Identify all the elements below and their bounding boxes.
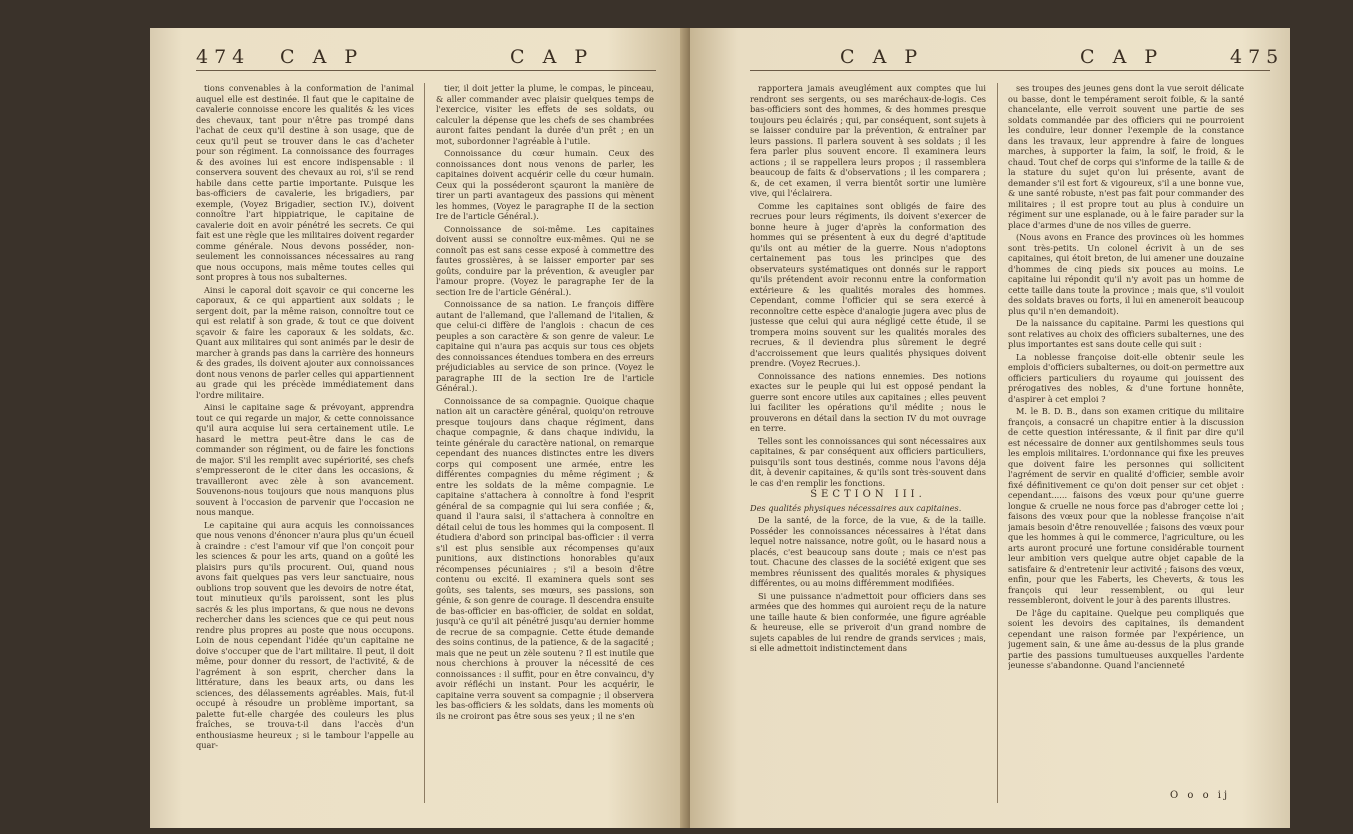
- paragraph: Si une puissance n'admettoit pour officiers dans ses armées que des hommes qui auroient reçu de la nature une taille haute & bien conformée, une figure agréable & heureuse, elle se priveroit d'un grand nombre de sujets capables de lui rendre de grands services ; mais, si elle admettoit indistinctement dans: [750, 590, 986, 653]
- page-number-right: 475: [1230, 46, 1285, 68]
- left-page: [150, 28, 688, 828]
- paragraph: De l'âge du capitaine. Quelque peu compliqués que soient les devoirs des capitaines, ils demandent cependant une raison formée par l'expérience, un jugement sain, & une âme au-dessus de la plus grande partie des passions tumultueuses auxquelles l'ardente jeunesse s'abandonne. Quand l'ancienneté: [1008, 607, 1244, 670]
- paragraph: (Nous avons en France des provinces où les hommes sont très-petits. Un colonel écrivit à un de ses capitaines, qui étoit breton, de lui amener une douzaine d'hommes de cinq pieds six pouces au moins. Le capitaine lui répondit qu'il n'y avoit pas un homme de cette taille dans toute la province ; mais que, s'il vouloit des soldats braves ou forts, il lui en ameneroit beaucoup plus qu'il n'en demandoit).: [1008, 232, 1244, 316]
- paragraph: Connoissance de sa compagnie. Quoique chaque nation ait un caractère général, quoiqu'on retrouve presque toujours dans chaque régiment, dans chaque compagnie, & dans chaque individu, la teinte générale du caractère national, on remarque cependant des nuances distinctes entre les divers corps qui composent une armée, entre les différentes compagnies du même régiment ; & entre les soldats de la même compagnie. Le capitaine s'attachera à connoître à fond l'esprit général de sa compagnie qui lui sera confiée ; &, quand il l'aura saisi, il s'attachera à connoître en détail celui de tous les hommes qui la composent. Il étudiera d'abord son principal bas-officier : il verra s'il est plus sensible aux récompenses qu'aux punitions, aux distinctions honorables qu'aux récompenses pécuniaires ; s'il a besoin d'être contenu ou excité. Il examinera quels sont ses goûts, ses talents, ses mœurs, ses passions, son génie, & son genre de courage. Il descendra ensuite de bas-officier en bas-officier, de soldat en soldat, jusqu'à ce qu'il ait pénétré jusqu'au dernier homme de recrue de sa compagnie. Cette étude demande des soins continus, de la patience, & de la sagacité ; mais que ne peut un zèle soutenu ? Il est inutile que nous cherchions à prouver la nécessité de ces connoissances : il suffit, pour en être convaincu, d'y avoir réfléchi un instant. Pour les acquérir, le capitaine verra souvent sa compagnie ; il observera les bas-officiers & les soldats, dans les moments où ils ne croiront pas être sous ses yeux ; il ne s'en: [436, 395, 654, 721]
- running-head-right-b: C A P: [1080, 46, 1164, 68]
- running-head-right-a: C A P: [840, 46, 924, 68]
- signature-mark: O o o ij: [1170, 790, 1231, 801]
- running-head-left-a: C A P: [280, 46, 364, 68]
- column-divider: [997, 83, 998, 803]
- paragraph: Le capitaine qui aura acquis les connoissances que nous venons d'énoncer n'aura plus qu'un écueil à craindre : c'est l'amour vif que l'on conçoit pour les sciences & pour les arts, quand on a goûté les plaisirs purs qu'ils procurent. Oui, quand nous avons fait quelques pas vers leur sanctuaire, nous oublions trop souvent que les devoirs de notre état, tout minutieux qu'ils paroissent, sont les plus sacrés & les plus importans, & que nous ne devons rechercher dans les sciences que ce qui peut nous rendre plus propres au poste que nous occupons. Loin de nous cependant l'idée qu'un capitaine ne doive s'occuper que de l'art militaire. Il peut, il doit même, pour donner du ressort, de l'activité, & de l'agrément à son esprit, chercher dans la littérature, dans les beaux arts, ou dans les sciences, des délassements agréables. Mais, fut-il occupé à résoudre un problème important, sa palette fut-elle chargée des couleurs les plus fraîches, se trouva-t-il dans l'accès d'un enthousiasme heureux ; si le tambour l'appelle au quar-: [196, 519, 414, 750]
- page-number-left: 474: [196, 46, 251, 68]
- running-head-left-b: C A P: [510, 46, 594, 68]
- header-rule: [196, 70, 656, 71]
- right-page: [690, 28, 1290, 828]
- paragraph: tier, il doit jetter la plume, le compas, le pinceau, & aller commander avec plaisir quelques temps de l'exercice, visiter les effets de ses soldats, ou calculer la dépense que les chefs de ses chambrées auront faites pendant la durée d'un prêt ; en un mot, subordonner l'agréable à l'utile.: [436, 83, 654, 146]
- left-page-column-2: [436, 83, 654, 803]
- paragraph: Ainsi le caporal doit sçavoir ce qui concerne les caporaux, & ce qui appartient aux soldats ; le sergent doit, par la même raison, connoître tout ce qui est relatif à son grade, & tout ce que doivent sçavoir & faire les caporaux & les soldats, &c. Quant aux militaires qui sont animés par le desir de marcher à grands pas dans la carrière des honneurs & des grades, ils doivent ajouter aux connoissances dont nous venons de parler celles qui appartiennent au grade qui les précède immédiatement dans l'ordre militaire.: [196, 284, 414, 400]
- section-title: SECTION III.: [810, 489, 926, 500]
- paragraph: Connoissance de soi-même. Les capitaines doivent aussi se connoître eux-mêmes. Qui ne se connoît pas est sans cesse exposé à commettre des fautes grossières, à se laisser emporter par ses goûts, conduire par la prévention, & aveugler par l'amour propre. (Voyez le paragraphe Ier de la section Ire de l'article Général.).: [436, 223, 654, 297]
- paragraph: tions convenables à la conformation de l'animal auquel elle est destinée. Il faut que le capitaine de cavalerie connoisse encore les qualités & les vices des chevaux, tant pour n'être pas trompé dans l'achat de ceux qu'il destine à son usage, que de ceux qu'il peut se trouver dans le cas d'acheter pour son régiment. La connoissance des fourrages & des avoines lui est encore indispensable : il conservera souvent des chevaux au roi, s'il se rend habile dans cette partie importante. Puisque les bas-officiers de cavalerie, les brigadiers, par exemple, (Voyez Brigadier, section IV.), doivent connoître l'art hippiatrique, le capitaine de cavalerie doit en avoir pénétré les secrets. Ce qui fait est une règle que les militaires doivent regarder comme générale. Nous devons posséder, non-seulement les connoissances nécessaires au rang que nous occupons, mais même toutes celles qui sont propres à tous nos subalternes.: [196, 83, 414, 282]
- right-page-column-1: [750, 83, 986, 803]
- paragraph: Connoissance des nations ennemies. Des notions exactes sur le peuple qui lui est opposé pendant la guerre sont encore utiles aux capitaines ; elles peuvent lui faciliter les opérations qu'il médite ; nous le prouverons en détail dans la section IV du mot ouvrage en terre.: [750, 370, 986, 433]
- paragraph: Comme les capitaines sont obligés de faire des recrues pour leurs régiments, ils doivent s'exercer de bonne heure à juger d'après la conformation des hommes qui se présentent à eux du degré d'aptitude qu'ils ont au métier de la guerre. Nous n'adoptons certainement pas tous les principes que des observateurs systématiques ont donnés sur le rapport qu'ils prétendent avoir reconnu entre la conformation extérieure & les qualités morales des hommes. Cependant, comme l'officier qui se sera exercé à reconnoître cette espèce d'analogie jugera avec plus de justesse que celui qui aura négligé cette étude, il se trompera moins souvent sur les qualités morales des recrues, & il deviendra plus sûrement le degré d'accroissement que leurs qualités physiques doivent prendre. (Voyez Recrues.).: [750, 200, 986, 368]
- paragraph: Telles sont les connoissances qui sont nécessaires aux capitaines, & par conséquent aux officiers particuliers, puisqu'ils sont tous destinés, comme nous l'avons déja dit, à devenir capitaines, & qu'ils sont très-souvent dans le cas d'en remplir les fonctions.: [750, 435, 986, 488]
- right-page-header: [690, 46, 1290, 72]
- paragraph: La noblesse françoise doit-elle obtenir seule les emplois d'officiers subalternes, ou doit-on permettre aux officiers particuliers du royaume qui jouissent des prérogatives des nobles, & d'une fortune honnête, d'aspirer à cet emploi ?: [1008, 351, 1244, 404]
- left-page-header: [150, 46, 688, 72]
- paragraph: ses troupes des jeunes gens dont la vue seroit délicate ou basse, dont le tempérament seroit foible, & la santé chancelante, elle verroit souvent une partie de ses soldats commandée par des officiers qui ne pourroient les conduire, leur donner l'exemple de la constance dans les travaux, leur apprendre à faire de longues marches, à supporter la faim, la soif, le froid, & le chaud. Tout chef de corps qui s'informe de la taille & de la stature du sujet qu'on lui présente, avant de demander s'il est fort & vigoureux, s'il a une bonne vue, & une santé robuste, n'est pas fait pour commander des militaires ; il est propre tout au plus à conduire un régiment sur une esplanade, ou à le faire parader sur la place d'armes d'une de nos villes de guerre.: [1008, 83, 1244, 230]
- paragraph: rapportera jamais aveuglément aux comptes que lui rendront ses sergents, ou ses maréchaux-de-logis. Ces bas-officiers sont des hommes, & des hommes presque toujours peu éclairés ; qui, par conséquent, sont sujets à se laisser conduire par la prévention, & entraîner par leurs passions. Il parlera souvent à ses soldats ; il les fera parler plus souvent encore. Il examinera leurs actions ; il se rappellera leurs propos ; il rassemblera beaucoup de faits & d'observations ; il les comparera ; &, de cet examen, il verra bientôt sortir une lumière vive, qui l'éclairera.: [750, 83, 986, 198]
- paragraph: De la santé, de la force, de la vue, & de la taille. Posséder les connoissances nécessaires à l'état dans lequel notre naissance, notre goût, ou le hasard nous a placés, c'est beaucoup sans doute ; mais ce n'est pas tout. Chacune des classes de la société exigent que ses membres réunissent des qualités morales & physiques différentes, ou au moins différemment modifiées.: [750, 515, 986, 588]
- paragraph: Connoissance de sa nation. Le françois diffère autant de l'allemand, que l'allemand de l'italien, & que celui-ci diffère de l'anglois : chacun de ces peuples a son caractère & son genre de valeur. Le capitaine qui n'aura pas acquis sur tous ces objets des connoissances étendues tombera en des erreurs préjudiciables au service de son prince. (Voyez le paragraphe III de la section Ire de l'article Général.).: [436, 299, 654, 393]
- column-divider: [424, 83, 425, 803]
- section-subtitle: Des qualités physiques nécessaires aux capitaines.: [750, 502, 962, 513]
- right-page-column-2: [1008, 83, 1244, 783]
- paragraph: De la naissance du capitaine. Parmi les questions qui sont relatives au choix des officiers subalternes, une des plus importantes est sans doute celle qui suit :: [1008, 318, 1244, 349]
- paragraph: Connoissance du cœur humain. Ceux des connoissances dont nous venons de parler, les capitaines doivent acquérir celle du cœur humain. Ceux qui la posséderont sçauront la manière de tirer un parti avantageux des passions qui mènent les hommes, (Voyez le paragraphe II de la section Ire de l'article Général.).: [436, 148, 654, 221]
- paragraph: Ainsi le capitaine sage & prévoyant, apprendra tout ce qui regarde un major, & cette connoissance qu'il aura acquise lui sera certainement utile. Le hasard le mettra peut-être dans le cas de commander son régiment, ou de faire les fonctions de major. S'il les remplit avec supériorité, ses chefs s'empresseront de le citer dans les occasions, & travailleront avec zèle à son avancement. Souvenons-nous toujours que nous manquons plus souvent à l'occasion de parvenir que l'occasion ne nous manque.: [196, 402, 414, 517]
- header-rule: [750, 70, 1270, 71]
- paragraph: M. le B. D. B., dans son examen critique du militaire françois, a consacré un chapitre entier à la discussion de cette question intéressante, & il finit par dire qu'il est nécessaire de donner aux gentilshommes seuls tous les emplois militaires. L'ordonnance qui fixe les preuves que doivent faire les personnes qui sollicitent l'agrément de servir en qualité d'officier, semble avoir fixé définitivement ce qu'on doit penser sur cet objet : cependant...... faisons des vœux pour qu'une guerre longue & cruelle ne nous force pas d'abroger cette loi ; faisons des vœux pour que la noblesse françoise n'ait jamais besoin d'être renouvellée ; faisons des vœux pour que les hommes à qui le commerce, l'agriculture, ou les arts auront procuré une fortune considérable tournent leur ambition vers quelque autre objet capable de la satisfaire & d'entretenir leur activité ; faisons des vœux, enfin, pour que les Faberts, les Cheverts, & tous les françois qui leur ressemblent, ou qui leur ressembleront, doivent le jour à des parents illustres.: [1008, 406, 1244, 605]
- left-page-column-1: [196, 83, 414, 803]
